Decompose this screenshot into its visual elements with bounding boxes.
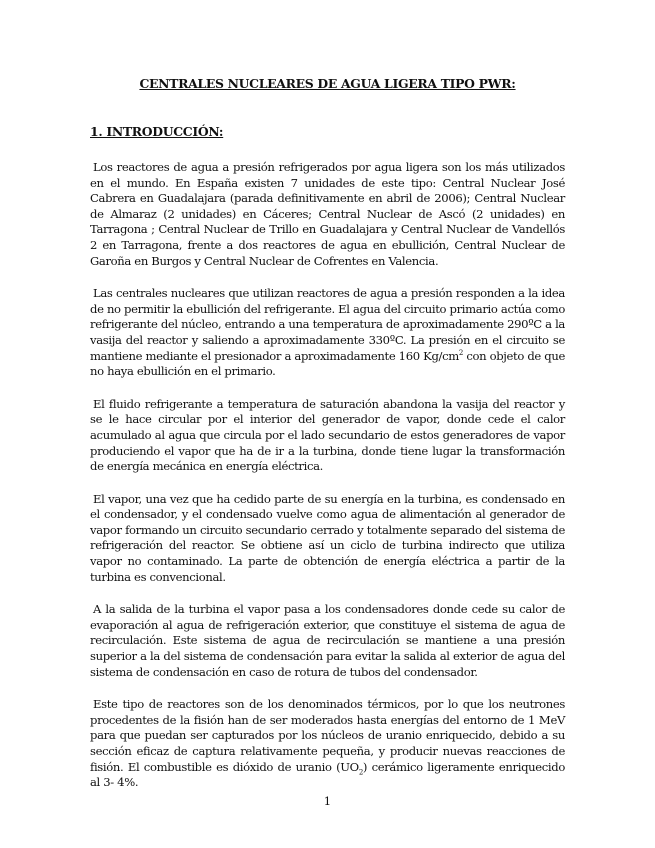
paragraph-1: Los reactores de agua a presión refrigerados por agua ligera son los más utilizados en el mundo. En España existen 7 unidades de este tipo: Central Nuclear José Cabrera en Guadalajara (parada definitivamente en abril de 2006); Central Nuclear de Almaraz (2 unidades) en Cáceres; Central Nuclear de Ascó (2 unidades) en Tarragona ; Central Nuclear de Trillo en Guadalajara y Central Nuclear de Vandellós 2 en Tarragona, frente a dos reactores de agua en ebullición, Central Nuclear de Garoña en Burgos y Central Nuclear de Cofrentes en Valencia. [90,160,565,268]
paragraph-5: A la salida de la turbina el vapor pasa a los condensadores donde cede su calor de evaporación al agua de refrigeración exterior, que constituye el sistema de agua de recirculación. Este sistema de agua de recirculación se mantiene a una presión superior a la del sistema de condensación para evitar la salida al exterior de agua del sistema de condensación en caso de rotura de tubos del condensador. [90,602,565,679]
paragraph-6-subscript: 2 [358,767,363,776]
document-title: CENTRALES NUCLEARES DE AGUA LIGERA TIPO PWR: [139,76,516,91]
page-number: 1 [323,794,332,808]
paragraph-6-text: Este tipo de reactores son de los denominados térmicos, por lo que los neutrones procedentes de la fisión han de ser moderados hasta energías del entorno de 1 MeV para que puedan ser capturados por los núcleos de uranio enriquecido, debido a su sección eficaz de captura relativamente pequeña, y producir nuevas reacciones de fisión. El combustible es dióxido de uranio (UO [90,697,565,774]
paragraph-6-tail: ) cerámico ligeramente enriquecido al 3- 4%. [90,759,565,790]
paragraph-2 [90,286,565,380]
document-page [90,76,565,808]
section-heading: 1. INTRODUCCIÓN: [90,124,224,139]
paragraph-2-text: Las centrales nucleares que utilizan reactores de agua a presión responden a la idea de no permitir la ebullición del refrigerante. El agua del circuito primario actúa como refrigerante del núcleo, entrando a una temperatura de aproximadamente 290ºC a la vasija del reactor y saliendo a aproximadamente 330ºC. La presión en el circuito se mantiene mediante el presionador a aproximadamente 160 Kg/cm [90,286,565,363]
paragraph-6 [90,697,565,791]
paragraph-4: El vapor, una vez que ha cedido parte de su energía en la turbina, es condensado en el condensador, y el condensado vuelve como agua de alimentación al generador de vapor formando un circuito secundario cerrado y totalmente separado del sistema de refrigeración del reactor. Se obtiene así un ciclo de turbina indirecto que utiliza vapor no contaminado. La parte de obtención de energía eléctrica a partir de la turbina es convencional. [90,491,565,584]
paragraph-3: El fluido refrigerante a temperatura de saturación abandona la vasija del reactor y se le hace circular por el interior del generador de vapor, donde cede el calor acumulado al agua que circula por el lado secundario de estos generadores de vapor produciendo el vapor que ha de ir a la turbina, donde tiene lugar la transformación de energía mecánica en energía eléctrica. [90,396,565,474]
paragraph-2-tail: con objeto de que no haya ebullición en el primario. [90,348,565,379]
paragraph-2-superscript: 2 [458,348,463,357]
